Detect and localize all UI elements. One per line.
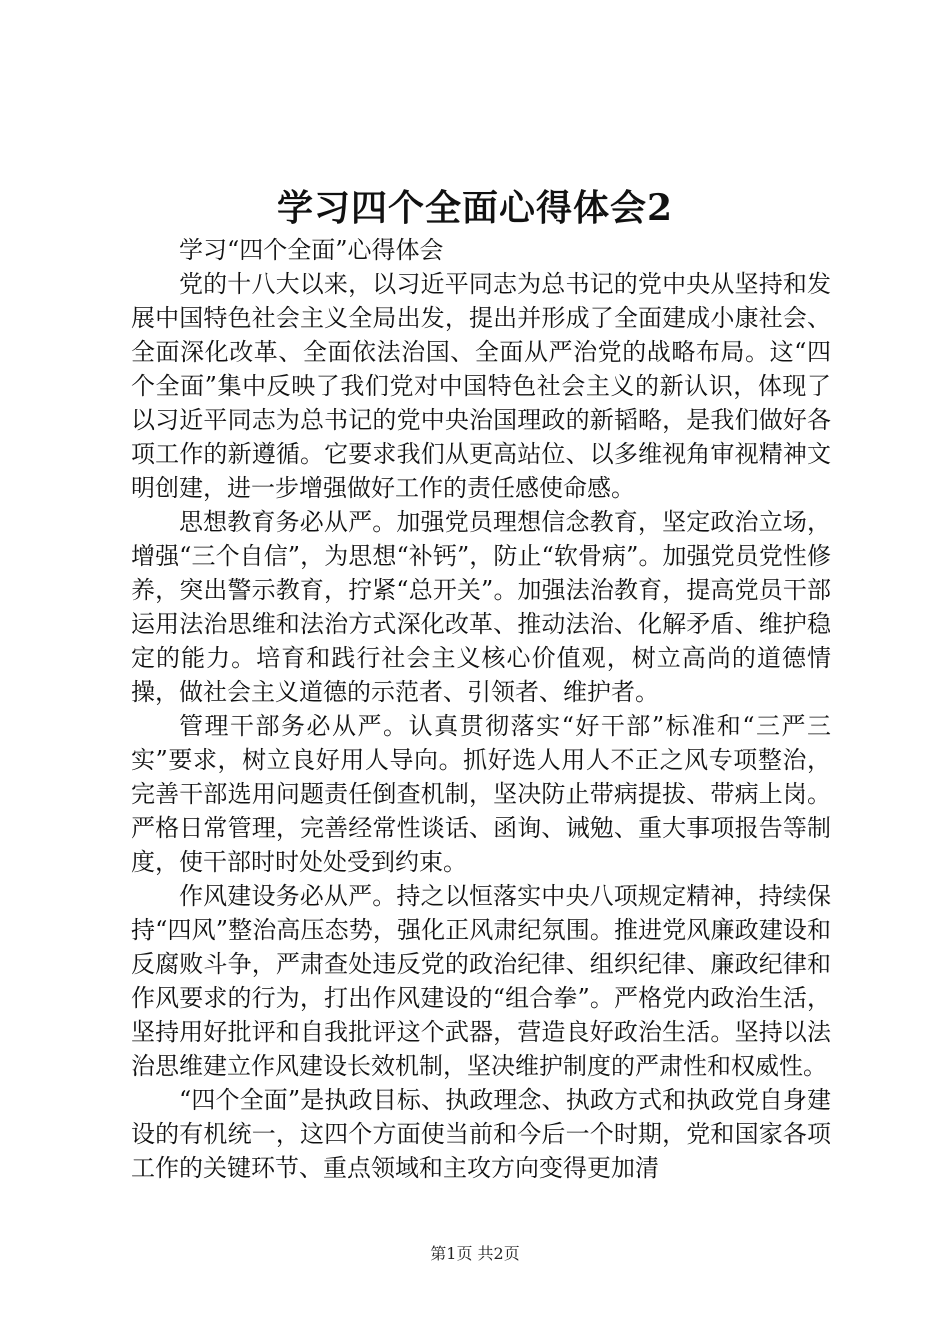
paragraph-ideological-education: 思想教育务必从严。加强党员理想信念教育，坚定政治立场，增强“三个自信”，为思想“补钙”，防止“软骨病”。加强党员党性修养，突出警示教育，拧紧“总开关”。加强法治教育，提高党员干部运用法治思维和法治方式深化改革、推动法治、化解矛盾、维护稳定的能力。培育和践行社会主义核心价值观，树立高尚的道德情操，做社会主义道德的示范者、引领者、维护者。 [131,508,831,706]
paragraph-work-style: 作风建设务必从严。持之以恒落实中央八项规定精神，持续保持“四风”整治高压态势，强化正风肃纪氛围。推进党风廉政建设和反腐败斗争，严肃查处违反党的政治纪律、组织纪律、廉政纪律和作风要求的行为，打出作风建设的“组合拳”。严格党内政治生活，坚持用好批评和自我批评这个武器，营造良好政治生活。坚持以法治思维建立作风建设长效机制，坚决维护制度的严肃性和权威性。 [131,882,831,1080]
paragraph-conclusion: “四个全面”是执政目标、执政理念、执政方式和执政党自身建设的有机统一，这四个方面使当前和今后一个时期，党和国家各项工作的关键环节、重点领域和主攻方向变得更加清 [131,1086,831,1182]
page-number-footer: 第1页 共2页 [430,1244,520,1263]
document-body [131,233,831,1185]
paragraph-intro: 党的十八大以来，以习近平同志为总书记的党中央从坚持和发展中国特色社会主义全局出发，提出并形成了全面建成小康社会、全面深化改革、全面依法治国、全面从严治党的战略布局。这“四个全面”集中反映了我们党对中国特色社会主义的新认识，体现了以习近平同志为总书记的党中央治国理政的新韬略，是我们做好各项工作的新遵循。它要求我们从更高站位、以多维视角审视精神文明创建，进一步增强做好工作的责任感使命感。 [131,270,831,502]
paragraph-cadre-management: 管理干部务必从严。认真贯彻落实“好干部”标准和“三严三实”要求，树立良好用人导向。抓好选人用人不正之风专项整治，完善干部选用问题责任倒查机制，坚决防止带病提拔、带病上岗。严格日常管理，完善经常性谈话、函询、诫勉、重大事项报告等制度，使干部时时处处受到约束。 [131,712,831,876]
document-title: 学习四个全面心得体会2 [276,187,674,229]
paragraph-subtitle: 学习“四个全面”心得体会 [179,236,444,264]
